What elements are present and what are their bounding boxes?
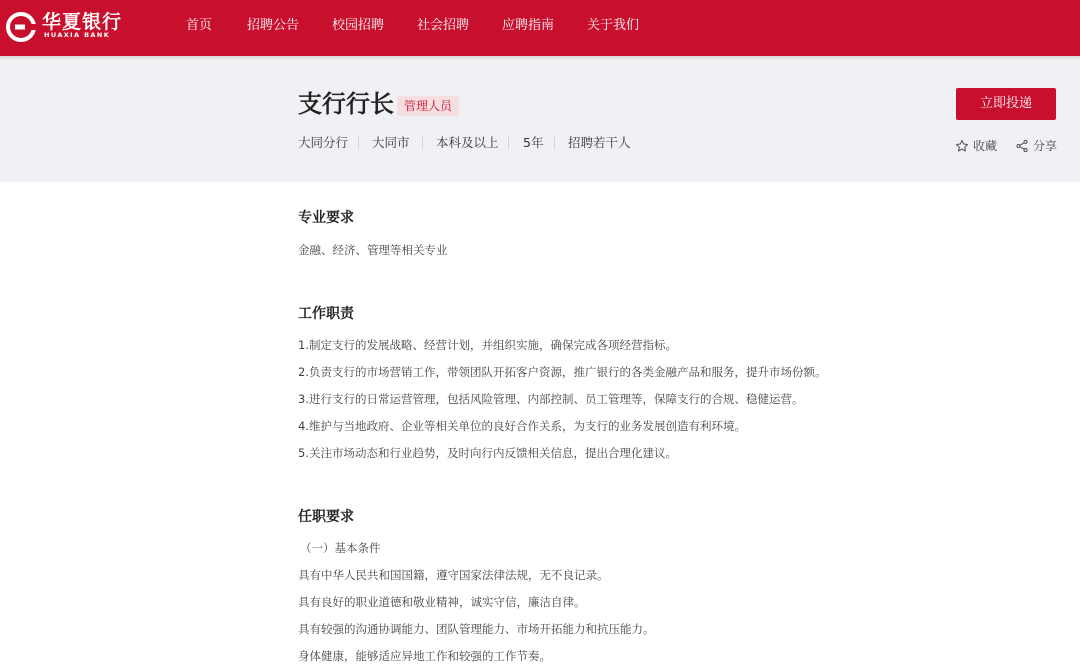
job-summary-panel bbox=[0, 60, 1080, 182]
section-title-major: 专业要求 bbox=[298, 210, 354, 226]
meta-divider bbox=[554, 137, 555, 149]
apply-button[interactable]: 立即投递 bbox=[956, 88, 1056, 120]
brand-logo[interactable] bbox=[6, 10, 136, 44]
job-meta-branch: 大同分行 bbox=[298, 135, 349, 150]
job-category-badge: 管理人员 bbox=[397, 96, 459, 116]
top-navigation-bar bbox=[0, 0, 1080, 56]
meta-divider bbox=[508, 137, 509, 149]
meta-divider bbox=[422, 137, 423, 149]
duty-item: 2.负责支行的市场营销工作，带领团队开拓客户资源，推广银行的各类金融产品和服务，提升市场份额。 bbox=[298, 365, 827, 379]
requirement-item: 具有中华人民共和国国籍，遵守国家法律法规，无不良记录。 bbox=[298, 568, 609, 582]
section-title-duties: 工作职责 bbox=[298, 306, 354, 322]
section-title-requirements: 任职要求 bbox=[298, 509, 354, 525]
nav-item-social-recruitment[interactable]: 社会招聘 bbox=[417, 18, 470, 33]
meta-divider bbox=[358, 137, 359, 149]
favorite-label: 收藏 bbox=[973, 139, 998, 153]
duty-item: 5.关注市场动态和行业趋势，及时向行内反馈相关信息，提出合理化建议。 bbox=[298, 446, 677, 460]
job-meta-headcount: 招聘若干人 bbox=[568, 135, 631, 150]
share-button[interactable] bbox=[1015, 138, 1059, 154]
share-icon bbox=[1015, 139, 1029, 153]
requirement-item: 具有较强的沟通协调能力、团队管理能力、市场开拓能力和抗压能力。 bbox=[298, 622, 655, 636]
requirements-subtitle: （一）基本条件 bbox=[300, 541, 381, 555]
brand-name-en: HUAXIA BANK bbox=[44, 31, 111, 39]
favorite-button[interactable] bbox=[955, 138, 999, 154]
requirement-item: 身体健康，能够适应异地工作和较强的工作节奏。 bbox=[298, 649, 551, 663]
brand-name-cn: 华夏银行 bbox=[42, 11, 123, 33]
huaxia-logo-icon bbox=[6, 12, 36, 42]
nav-item-about-us[interactable]: 关于我们 bbox=[587, 18, 640, 33]
job-meta-city: 大同市 bbox=[372, 135, 410, 150]
job-meta-education: 本科及以上 bbox=[436, 135, 499, 150]
duty-item: 1.制定支行的发展战略、经营计划，并组织实施，确保完成各项经营指标。 bbox=[298, 338, 677, 352]
nav-item-recruitment-notice[interactable]: 招聘公告 bbox=[247, 18, 300, 33]
job-title: 支行行长 bbox=[298, 90, 394, 118]
star-icon bbox=[955, 139, 969, 153]
duty-item: 4.维护与当地政府、企业等相关单位的良好合作关系，为支行的业务发展创造有利环境。 bbox=[298, 419, 746, 433]
nav-item-home[interactable]: 首页 bbox=[186, 18, 213, 33]
share-label: 分享 bbox=[1033, 139, 1058, 153]
duty-item: 3.进行支行的日常运营管理，包括风险管理、内部控制、员工管理等，保障支行的合规、稳健运营。 bbox=[298, 392, 804, 406]
requirement-item: 具有良好的职业道德和敬业精神，诚实守信，廉洁自律。 bbox=[298, 595, 586, 609]
job-meta-experience: 5年 bbox=[523, 135, 544, 150]
major-requirement-text: 金融、经济、管理等相关专业 bbox=[298, 243, 448, 257]
nav-item-campus-recruitment[interactable]: 校园招聘 bbox=[332, 18, 385, 33]
nav-item-application-guide[interactable]: 应聘指南 bbox=[502, 18, 555, 33]
